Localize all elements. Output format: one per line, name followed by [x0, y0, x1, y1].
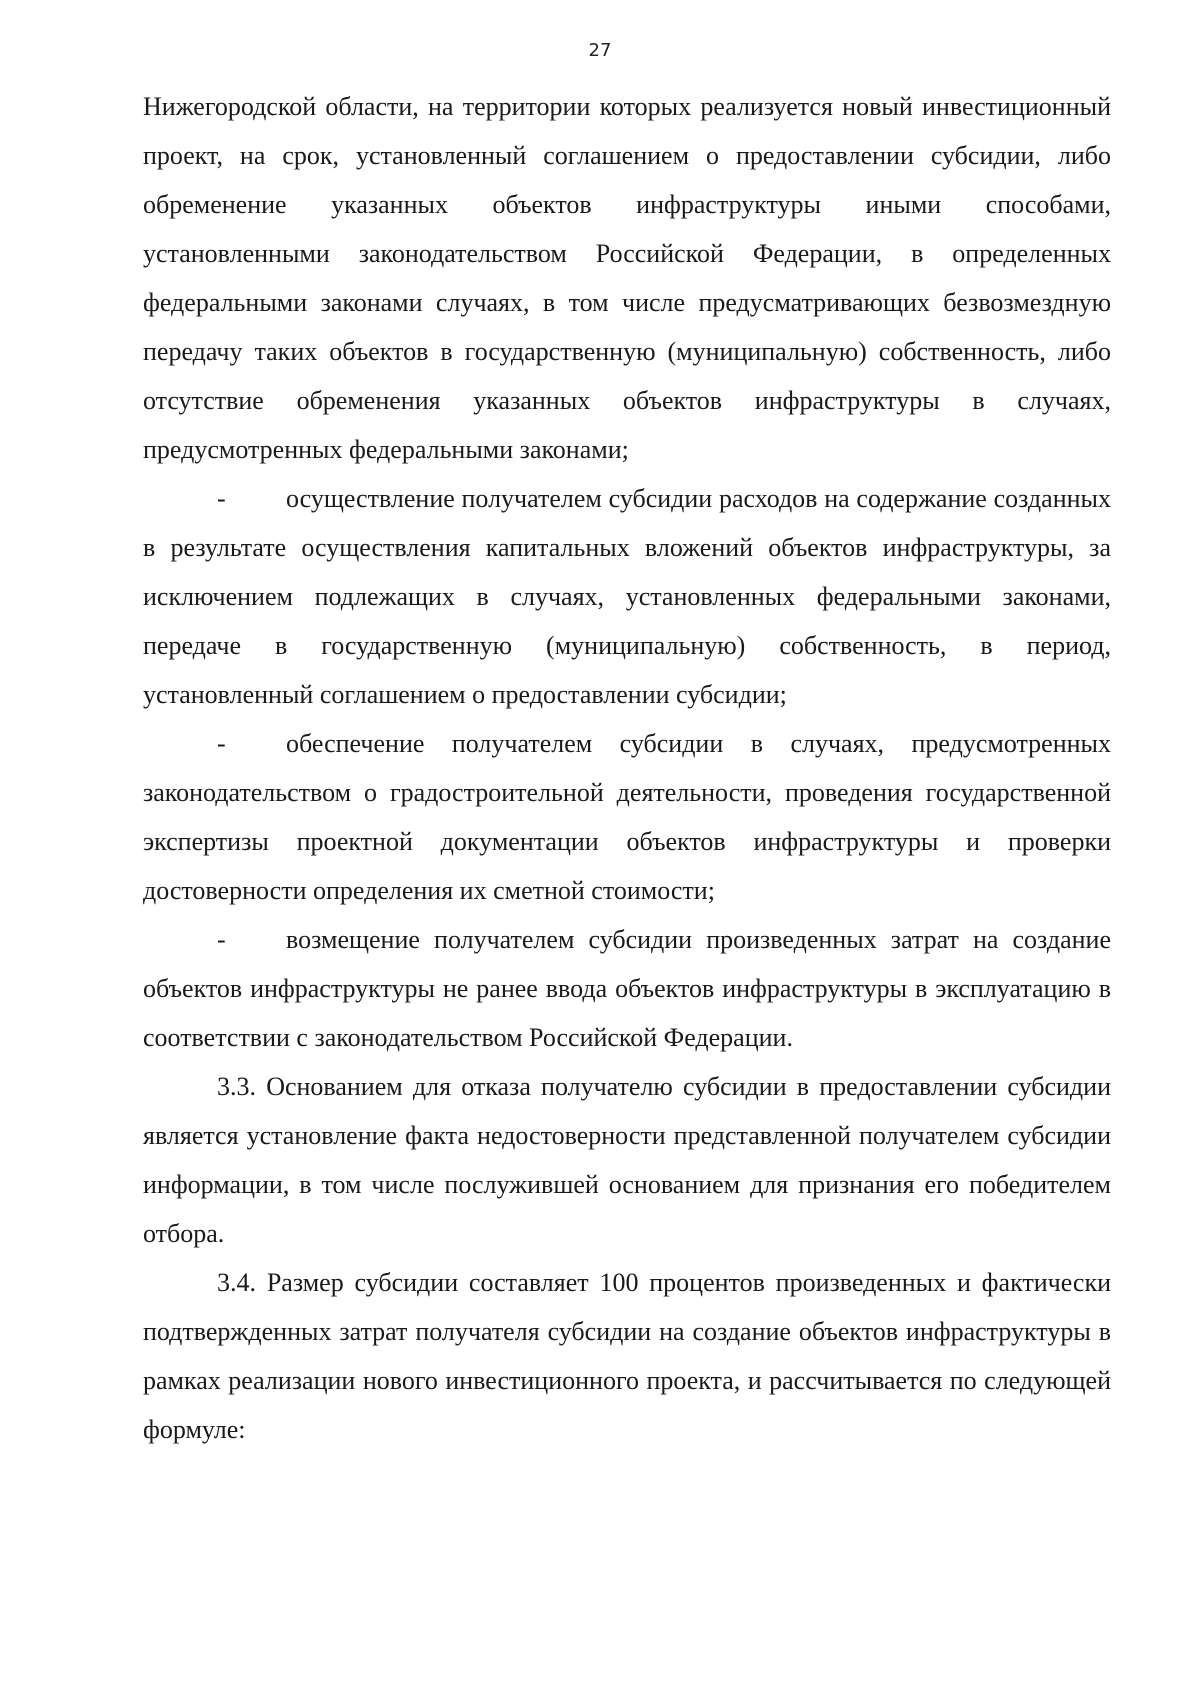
- list-item-bullet: [143, 719, 1111, 915]
- bullet-marker: -: [217, 484, 226, 513]
- paragraph-text: Нижегородской области, на территории которых реализуется новый инвестиционный проект, на срок, установленный соглашением о предоставлении субсидии, либо обременение указанных объектов инфраструктуры иными способами, установленными законодательством Российской Федерации, в определенных федеральными законами случаях, в том числе предусматривающих безвозмездную передачу таких объектов в государственную (муниципальную) собственность, либо отсутствие обременения указанных объектов инфраструктуры в случаях, предусмотренных федеральными законами;: [143, 92, 1111, 464]
- paragraph-clause-3-3: [143, 1062, 1111, 1258]
- page-number: 27: [588, 40, 612, 61]
- paragraph-clause-3-4: [143, 1258, 1111, 1454]
- list-item-text: обеспечение получателем субсидии в случаях, предусмотренных законодательством о градостроительной деятельности, проведения государственной экспертизы проектной документации объектов инфраструктуры и проверки достоверности определения их сметной стоимости;: [143, 729, 1111, 905]
- list-item-bullet: [143, 474, 1111, 719]
- list-item-text: возмещение получателем субсидии произведенных затрат на создание объектов инфраструктуры не ранее ввода объектов инфраструктуры в эксплуатацию в соответствии с законодательством Российской Федерации.: [143, 925, 1111, 1052]
- document-body: [143, 82, 1111, 1454]
- paragraph-continuation: [143, 82, 1111, 474]
- bullet-marker: -: [217, 729, 226, 758]
- bullet-marker: -: [217, 925, 226, 954]
- paragraph-text: 3.3. Основанием для отказа получателю субсидии в предоставлении субсидии является установление факта недостоверности представленной получателем субсидии информации, в том числе послужившей основанием для признания его победителем отбора.: [143, 1072, 1111, 1248]
- list-item-text: осуществление получателем субсидии расходов на содержание созданных в результате осуществления капитальных вложений объектов инфраструктуры, за исключением подлежащих в случаях, установленных федеральными законами, передаче в государственную (муниципальную) собственность, в период, установленный соглашением о предоставлении субсидии;: [143, 484, 1111, 709]
- list-item-bullet: [143, 915, 1111, 1062]
- paragraph-text: 3.4. Размер субсидии составляет 100 процентов произведенных и фактически подтвержденных затрат получателя субсидии на создание объектов инфраструктуры в рамках реализации нового инвестиционного проекта, и рассчитывается по следующей формуле:: [143, 1268, 1111, 1444]
